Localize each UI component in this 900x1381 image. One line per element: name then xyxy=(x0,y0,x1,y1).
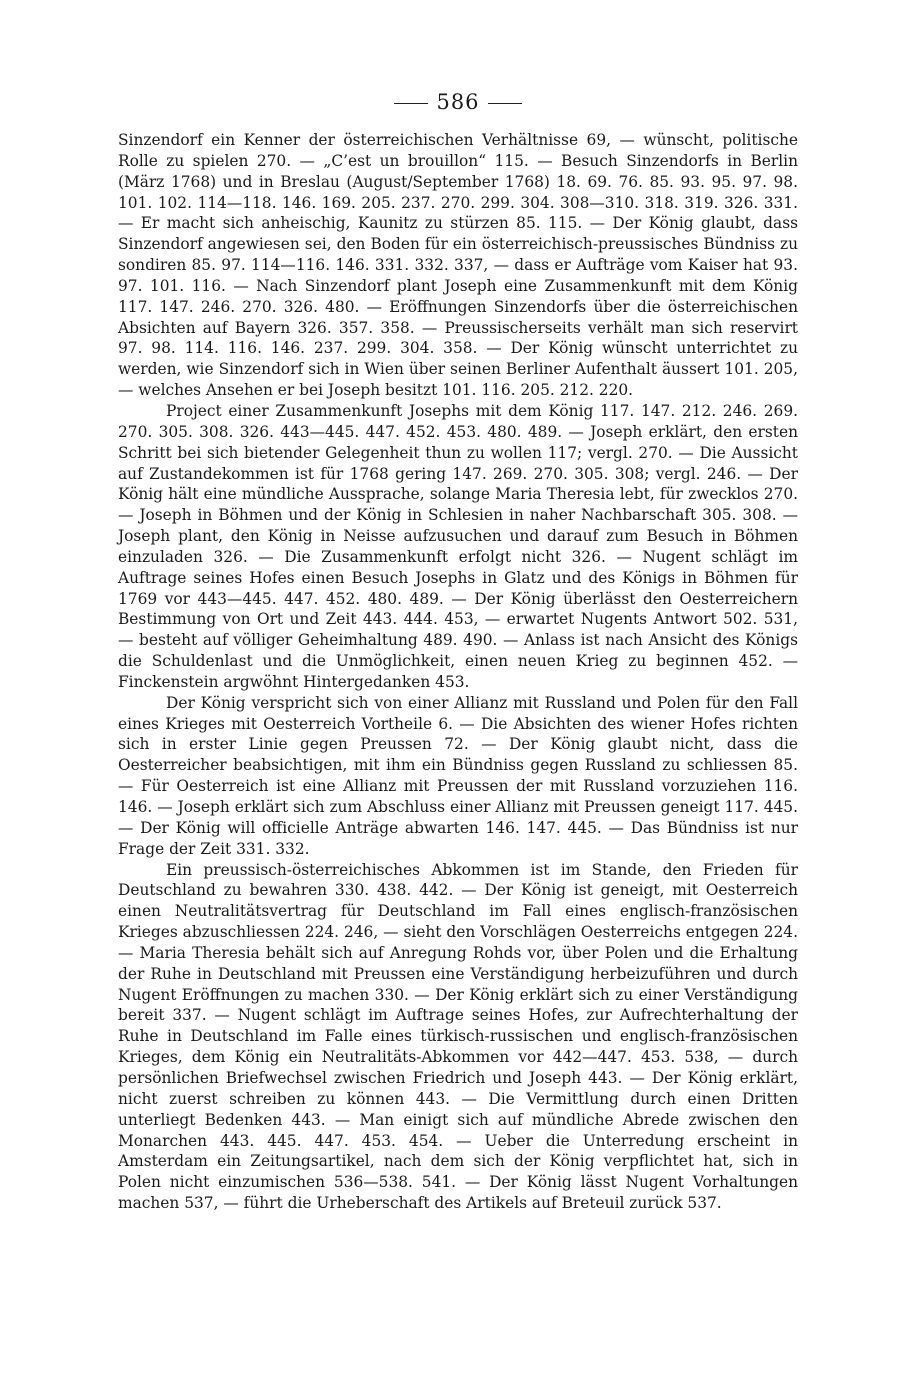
paragraph-sinzendorf-visit: Sinzendorf ein Kenner der österreichischen Verhältnisse 69, — wünscht, politische Rolle zu spielen 270. — „C’est un brouillon“ 115. — Besuch Sinzendorfs in Berlin (März 1768) und in Breslau (August/September 1768) 18. 69. 76. 85. 93. 95. 97. 98. 101. 102. 114—118. 146. 169. 205. 237. 270. 299. 304. 308—310. 318. 319. 326. 331. — Er macht sich anheischig, Kaunitz zu stürzen 85. 115. — Der König glaubt, dass Sinzendorf angewiesen sei, den Boden für ein österreichisch-preussisches Bündniss zu sondiren 85. 97. 114—116. 146. 331. 332. 337, — dass er Aufträge vom Kaiser hat 93. 97. 101. 116. — Nach Sinzendorf plant Joseph eine Zusammenkunft mit dem König 117. 147. 246. 270. 326. 480. — Eröffnungen Sinzendorfs über die österreichischen Absichten auf Bayern 326. 357. 358. — Preussischerseits verhält man sich reservirt 97. 98. 114. 116. 146. 237. 299. 304. 358. — Der König wünscht unterrichtet zu werden, wie Sinzendorf sich in Wien über seinen Berliner Aufenthalt äussert 101. 205, — welches Ansehen er bei Joseph besitzt 101. 116. 205. 212. 220. xyxy=(118,131,798,400)
paragraph-neutrality-agreement: Ein preussisch-österreichisches Abkommen ist im Stande, den Frieden für Deutschland zu bewahren 330. 438. 442. — Der König ist geneigt, mit Oesterreich einen Neutralitätsvertrag für Deutschland im Fall eines englisch-französischen Krieges abzuschliessen 224. 246, — sieht den Vorschlägen Oesterreichs entgegen 224. — Maria Theresia behält sich auf Anregung Rohds vor, über Polen und die Erhaltung der Ruhe in Deutschland mit Preussen eine Verständigung herbeizuführen und durch Nugent Eröffnungen zu machen 330. — Der König erklärt sich zu einer Verständigung bereit 337. — Nugent schlägt im Auftrage seines Hofes, zur Aufrechterhaltung der Ruhe in Deutschland im Falle eines türkisch-russischen und englisch-französischen Krieges, dem König ein Neutralitäts-Abkommen vor 442—447. 453. 538, — durch persönlichen Briefwechsel zwischen Friedrich und Joseph 443. — Der König erklärt, nicht zuerst schreiben zu können 443. — Die Vermittlung durch einen Dritten unterliegt Bedenken 443. — Man einigt sich auf mündliche Abrede zwischen den Monarchen 443. 445. 447. 453. 454. — Ueber die Unterredung erscheint in Amsterdam ein Zeitungsartikel, nach dem sich der König verpflichtet hat, sich in Polen nicht einzumischen 536—538. 541. — Der König lässt Nugent Vorhaltungen machen 537, — führt die Urheberschaft des Artikels auf Breteuil zurück 537. xyxy=(118,860,798,1213)
page-number: 586 xyxy=(436,90,480,114)
header-right-rule xyxy=(488,103,522,104)
paragraph-alliance: Der König verspricht sich von einer Allianz mit Russland und Polen für den Fall eines Krieges mit Oesterreich Vortheile 6. — Die Absichten des wiener Hofes richten sich in erster Linie gegen Preussen 72. — Der König glaubt nicht, dass die Oesterreicher beabsichtigen, mit ihm ein Bündniss gegen Russland zu schliessen 85. — Für Oesterreich ist eine Allianz mit Preussen der mit Russland vorzuziehen 116. 146. — Joseph erklärt sich zum Abschluss einer Allianz mit Preussen geneigt 117. 445. — Der König will officielle Anträge abwarten 146. 147. 445. — Das Bündniss ist nur Frage der Zeit 331. 332. xyxy=(118,693,798,858)
header-left-rule xyxy=(394,103,428,104)
document-page xyxy=(118,88,798,1214)
index-text-body xyxy=(118,130,798,1214)
page-header xyxy=(118,88,798,116)
paragraph-meeting-project: Project einer Zusammenkunft Josephs mit dem König 117. 147. 212. 246. 269. 270. 305. 308. 326. 443—445. 447. 452. 453. 480. 489. — Joseph erklärt, den ersten Schritt bei sich bietender Gelegenheit thun zu wollen 117; vergl. 270. — Die Aussicht auf Zustandekommen ist für 1768 gering 147. 269. 270. 305. 308; vergl. 246. — Der König hält eine mündliche Aussprache, solange Maria Theresia lebt, für zwecklos 270. — Joseph in Böhmen und der König in Schlesien in naher Nachbarschaft 305. 308. — Joseph plant, den König in Neisse aufzusuchen und darauf zum Besuch in Böhmen einzuladen 326. — Die Zusammenkunft erfolgt nicht 326. — Nugent schlägt im Auftrage seines Hofes einen Besuch Josephs in Glatz und des Königs in Böhmen für 1769 vor 443—445. 447. 452. 480. 489. — Der König überlässt den Oesterreichern Bestimmung von Ort und Zeit 443. 444. 453, — erwartet Nugents Antwort 502. 531, — besteht auf völliger Geheimhaltung 489. 490. — Anlass ist nach Ansicht des Königs die Schuldenlast und die Unmöglichkeit, einen neuen Krieg zu beginnen 452. — Finckenstein argwöhnt Hintergedanken 453. xyxy=(118,401,798,691)
